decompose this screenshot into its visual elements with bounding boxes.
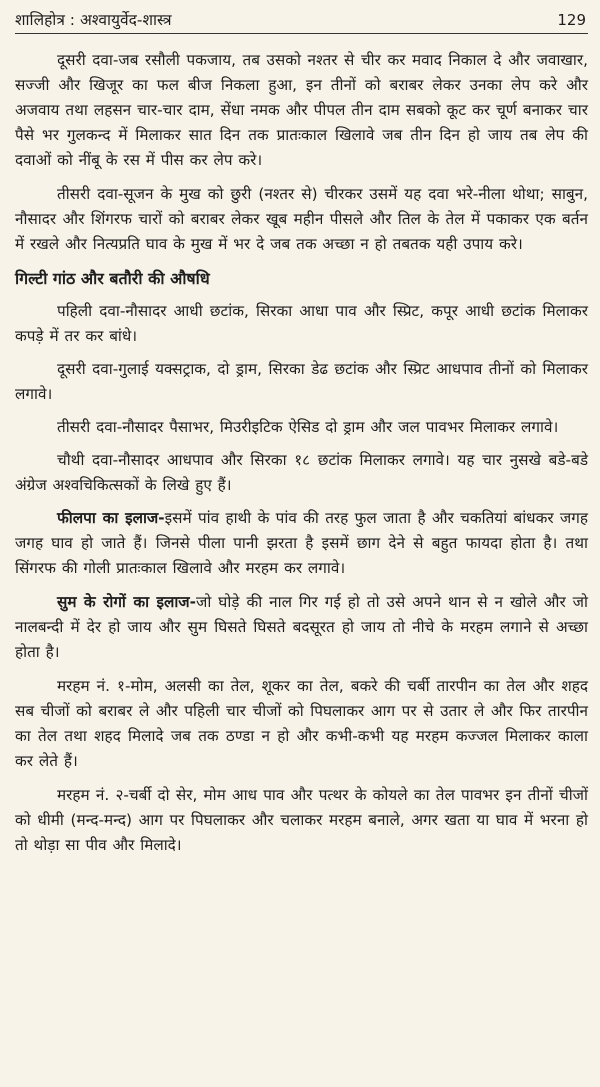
paragraph-third-remedy: तीसरी दवा-सूजन के मुख को छुरी (नश्तर से) चीरकर उसमें यह दवा भरे-नीला थोथा; साबुन, नौसादर और शिंगरफ चारों को बराबर लेकर खूब महीन पीसले और तिल के तेल में पकाकर एक बर्तन में रखले और नित्यप्रति घाव के मुख में भर दे जब तक अच्छा न हो तबतक यही उपाय करे। xyxy=(15,185,588,253)
paragraph-ointment-2: मरहम नं. २-चर्बी दो सेर, मोम आध पाव और पत्थर के कोयले का तेल पावभर इन तीनों चीजों को धीमी (मन्द-मन्द) आग पर पिघलाकर और चलाकर मरहम बनाले, अगर खता या घाव में भरना हो तो थोड़ा सा पीव और मिलादे। xyxy=(15,786,588,854)
paragraph-third-medicine: तीसरी दवा-नौसादर पैसाभर, मिउरीइटिक ऐसिड दो ड्राम और जल पावभर मिलाकर लगावे। xyxy=(57,418,559,436)
page-body xyxy=(15,48,588,858)
hoof-heading: सुम के रोगों का इलाज- xyxy=(57,593,197,611)
book-title: शालिहोत्र : अश्वायुर्वेद-शास्त्र xyxy=(15,11,172,29)
filpa-heading: फीलपा का इलाज- xyxy=(57,509,165,527)
section-heading: गिल्टी गांठ और बतौरी की औषधि xyxy=(15,269,210,288)
paragraph-filpa-treatment xyxy=(15,506,588,581)
paragraph-second-medicine: दूसरी दवा-गुलाई यक्सट्राक, दो ड्राम, सिरका डेढ छटांक और स्प्रिट आधपाव तीनों को मिलाकर लगावे। xyxy=(15,360,588,403)
paragraph-first-medicine: पहिली दवा-नौसादर आधी छटांक, सिरका आधा पाव और स्प्रिट, कपूर आधी छटांक मिलाकर कपड़े में तर कर बांधे। xyxy=(15,302,588,345)
page-number: 129 xyxy=(557,11,586,29)
paragraph-fourth-medicine: चौथी दवा-नौसादर आधपाव और सिरका १८ छटांक मिलाकर लगावे। यह चार नुसखे बडे-बडे अंग्रेज अश्वचिकित्सकों के लिखे हुए हैं। xyxy=(15,451,588,494)
paragraph-hoof-treatment xyxy=(15,590,588,665)
paragraph-ointment-1: मरहम नं. १-मोम, अलसी का तेल, शूकर का तेल, बकरे की चर्बी तारपीन का तेल और शहद सब चीजों को बराबर ले और पहिली चार चीजों को पिघलाकर आग पर से उतार ले और फिर तारपीन का तेल तथा शहद मिलादे जब तक ठण्डा न हो और कभी-कभी यह मरहम कज्जल मिलाकर काला कर लेते हैं। xyxy=(15,677,588,770)
filpa-text: इसमें पांव हाथी के पांव की तरह फुल जाता है और चकतियां बांधकर जगह जगह घाव हो जाते हैं। जिनसे पीला पानी झरता है इसमें छाग देने से बहुत फायदा होता है। तथा सिंगरफ की गोली प्रातःकाल खिलावे और मरहम कर लगावे। xyxy=(15,509,588,577)
running-header xyxy=(15,8,588,34)
hoof-text: जो घोड़े की नाल गिर गई हो तो उसे अपने थान से न खोले और जो नालबन्दी में देर हो जाय और सुम घिसते घिसते बदसूरत हो जाय तो नीचे के मरहम लगाने से अच्छा होता है। xyxy=(15,593,588,661)
paragraph-second-remedy: दूसरी दवा-जब रसौली पकजाय, तब उसको नश्तर से चीर कर मवाद निकाल दे और जवाखार, सज्जी और खिजूर का फल बीज निकला हुआ, इन तीनों को बराबर लेकर उनका लेप करे और अजवाय तथा लहसन चार-चार दाम, सेंधा नमक और पीपल तीन दाम सबको कूट कर चूर्ण बनाकर चार पैसे भर गुलकन्द में मिलाकर सात दिन तक प्रातःकाल खिलावे जब तीन दिन हो जाय तब लेप की दवाओं को नींबू के रस में पीस कर लेप करे। xyxy=(15,51,588,169)
